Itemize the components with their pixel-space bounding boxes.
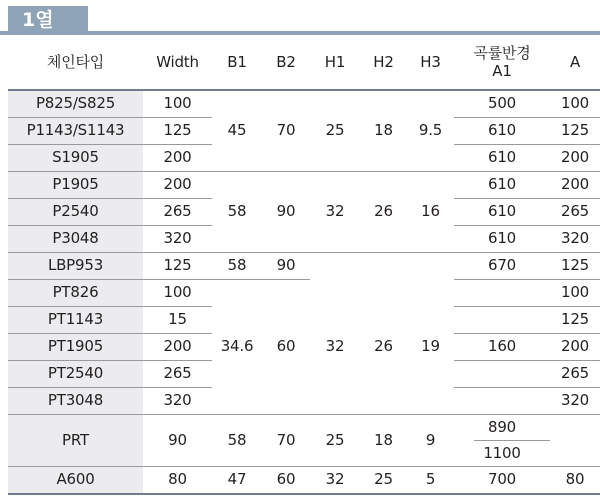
radius-a1-cell: 160 (487, 337, 517, 355)
dim-h3-cell: 9.5 (418, 121, 443, 139)
row-divider (454, 198, 600, 199)
dim-b1-cell: 58 (227, 202, 247, 220)
a-cell: 320 (560, 229, 590, 247)
dim-h3-cell: 5 (425, 470, 436, 488)
dim-h3-cell: 9 (425, 430, 436, 449)
a-cell: 200 (560, 337, 590, 355)
header-h3 (407, 35, 454, 90)
dim-b1-cell: 58 (227, 256, 247, 274)
row-divider (454, 306, 600, 307)
chain-type-cell: PT2540 (8, 360, 143, 387)
chain-type-cell: P2540 (8, 198, 143, 225)
width-cell: 100 (163, 94, 192, 112)
row-divider (454, 225, 600, 226)
header-b1 (212, 35, 262, 90)
header-h2 (360, 35, 407, 90)
dim-b2-cell: 60 (276, 470, 296, 488)
width-cell: 265 (163, 202, 192, 220)
chain-type-cell: A600 (8, 466, 143, 493)
row-divider (8, 333, 212, 334)
chain-type-cell: PT1143 (8, 306, 143, 333)
dim-h1-cell: 32 (325, 337, 345, 355)
radius-a1-cell: 1100 (483, 443, 521, 462)
row-divider (8, 117, 212, 118)
chain-type-cell: P3048 (8, 225, 143, 252)
row-divider (8, 360, 212, 361)
a-cell: 265 (560, 202, 590, 220)
dim-b1-cell: 45 (227, 121, 247, 139)
a-cell: 265 (560, 364, 590, 382)
row-divider (8, 252, 600, 253)
chain-type-cell: LBP953 (8, 252, 143, 279)
header-h2-line: H2 (373, 53, 394, 71)
radius-a1-cell: 610 (487, 148, 517, 166)
dim-h2-cell: 18 (374, 121, 393, 139)
row-divider (8, 279, 310, 280)
radius-a1-cell: 610 (487, 121, 517, 139)
width-cell: 320 (163, 391, 192, 409)
a-cell: 100 (560, 94, 590, 112)
row-divider (474, 440, 550, 441)
width-cell: 90 (168, 430, 187, 449)
radius-a1-cell: 610 (487, 229, 517, 247)
a-cell: 125 (560, 256, 590, 274)
chain-type-cell: PT826 (8, 279, 143, 306)
radius-a1-cell: 700 (487, 470, 517, 488)
width-cell: 100 (163, 283, 192, 301)
dim-h1-cell: 32 (325, 202, 345, 220)
header-a1-line: 곡률반경 (473, 44, 531, 63)
chain-type-cell: P1905 (8, 171, 143, 198)
dim-h1-cell: 25 (325, 121, 345, 139)
chain-type-cell: P1143/S1143 (8, 117, 143, 144)
dim-b2-cell: 90 (276, 256, 296, 274)
chain-type-cell: S1905 (8, 144, 143, 171)
dim-h2-cell: 26 (374, 337, 393, 355)
header-a (550, 35, 600, 90)
row-divider (454, 387, 600, 388)
radius-a1-cell: 610 (487, 175, 517, 193)
row-divider (8, 387, 212, 388)
dim-b2-cell: 90 (276, 202, 296, 220)
a-cell: 125 (560, 310, 590, 328)
row-divider (8, 466, 600, 467)
chain-type-cell: PRT (8, 414, 143, 466)
width-cell: 200 (163, 175, 192, 193)
radius-a1-cell: 610 (487, 202, 517, 220)
header-width-line: Width (156, 53, 199, 71)
header-h1-line: H1 (324, 53, 346, 71)
chain-type-cell: P825/S825 (8, 90, 143, 117)
row-divider (454, 360, 600, 361)
width-cell: 200 (163, 148, 192, 166)
row-divider (8, 414, 600, 415)
dim-h1-cell: 32 (325, 470, 345, 488)
width-cell: 15 (168, 310, 187, 328)
row-divider (454, 333, 600, 334)
chain-type-cell: PT3048 (8, 387, 143, 414)
header-b2 (262, 35, 310, 90)
dim-b2-cell: 70 (276, 121, 296, 139)
radius-a1-cell: 670 (487, 256, 517, 274)
header-b2-line: B2 (276, 53, 296, 71)
dim-b1-cell: 34.6 (220, 337, 254, 355)
dim-b2-cell: 60 (276, 337, 296, 355)
dim-b1-cell: 47 (227, 470, 247, 488)
width-cell: 265 (163, 364, 192, 382)
header-a1-line: A1 (492, 61, 512, 80)
tab-1-row[interactable]: 1열 (8, 6, 88, 34)
dim-h2-cell: 26 (374, 202, 393, 220)
width-cell: 80 (168, 470, 187, 488)
row-divider (8, 225, 212, 226)
row-divider (8, 171, 600, 172)
row-divider (454, 117, 600, 118)
row-divider (8, 306, 212, 307)
header-b1-line: B1 (227, 53, 247, 71)
dim-h2-cell: 18 (374, 430, 393, 449)
dim-h1-cell: 25 (325, 430, 345, 449)
dim-b2-cell: 70 (276, 430, 296, 449)
header-h1 (310, 35, 360, 90)
a-cell: 100 (560, 283, 590, 301)
header-h3-line: H3 (420, 53, 441, 71)
row-divider (8, 144, 212, 145)
header-a1 (454, 35, 550, 90)
width-cell: 125 (163, 256, 192, 274)
chain-type-cell: PT1905 (8, 333, 143, 360)
header-a-line: A (569, 53, 581, 71)
width-cell: 200 (163, 337, 192, 355)
radius-a1-cell: 500 (487, 94, 517, 112)
a-cell: 320 (560, 391, 590, 409)
header-chain (8, 35, 143, 90)
dim-h3-cell: 19 (421, 337, 440, 355)
header-width (143, 35, 212, 90)
dim-h3-cell: 16 (421, 202, 440, 220)
row-divider (454, 279, 600, 280)
dim-h2-cell: 25 (374, 470, 393, 488)
header-chain-line: 체인타입 (46, 53, 105, 71)
a-cell: 200 (560, 175, 590, 193)
width-cell: 320 (163, 229, 192, 247)
row-divider (8, 493, 600, 495)
row-divider (8, 89, 600, 91)
radius-a1-cell: 890 (487, 417, 517, 436)
a-cell: 80 (565, 470, 585, 488)
width-cell: 125 (163, 121, 192, 139)
row-divider (454, 144, 600, 145)
a-cell: 200 (560, 148, 590, 166)
dim-b1-cell: 58 (227, 430, 247, 449)
row-divider (8, 198, 212, 199)
a-cell: 125 (560, 121, 590, 139)
